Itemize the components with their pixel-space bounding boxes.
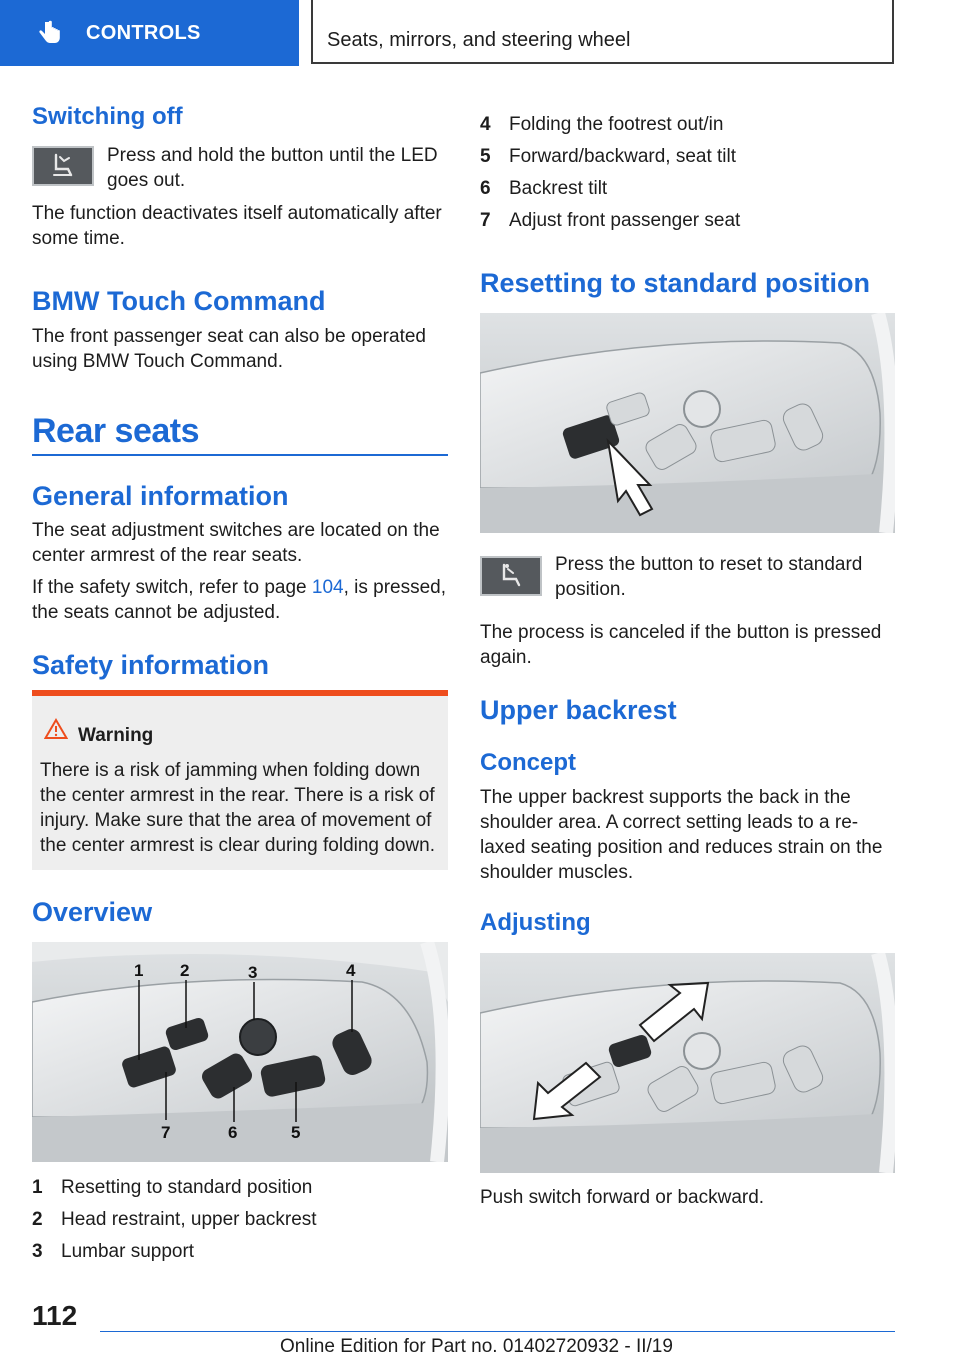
switching-off-button-text: Press and hold the button until the LED goes out. [107,145,438,191]
callout-4: 4 [346,961,356,980]
warning-triangle-icon [44,718,68,740]
switching-off-body: The function deactivates itself automatically after some time. [32,203,442,249]
callout-6: 6 [228,1123,238,1142]
adjusting-body: Push switch forward or backward. [480,1187,765,1208]
safety-note-text-end: , is pressed, the seats cannot be adjusted. [32,577,447,623]
rear-seat-controls-photo [32,942,448,1162]
list-item-number: 2 [32,1209,43,1230]
list-item-number: 3 [32,1241,43,1262]
adjusting-heading: Adjusting [480,909,591,936]
list-item-text: Adjust front passenger seat [509,210,741,231]
upper-backrest-heading: Upper backrest [480,695,677,725]
section-divider [32,454,448,456]
section-tab[interactable] [0,0,299,66]
touch-command-heading: BMW Touch Command [32,286,326,316]
rear-seats-heading: Rear seats [32,412,200,450]
reset-button-text: Press the button to reset to standard position. [555,554,863,600]
reset-body: The process is canceled if the button is pressed again. [480,622,882,668]
list-item-text: Folding the footrest out/in [509,114,724,135]
section-title: CONTROLS [86,21,201,44]
reset-seat-button-image [480,556,542,596]
seat-icon [48,153,78,179]
seat-reset-icon [496,563,526,589]
footer-divider [100,1331,895,1332]
callout-2: 2 [180,961,190,980]
list-item-number: 5 [480,146,491,167]
list-item-number: 4 [480,114,491,135]
chapter-header [311,0,894,64]
touch-command-body: The front passenger seat can also be operated using BMW Touch Command. [32,326,426,372]
chapter-title: Seats, mirrors, and steering wheel [327,29,631,51]
edition-note: Online Edition for Part no. 01402720932 - II/19 [280,1336,673,1357]
general-info-safety-note [32,575,448,625]
overview-heading: Overview [32,897,153,927]
safety-info-heading: Safety information [32,650,270,680]
general-info-heading: General information [32,481,289,511]
list-item-text: Head restraint, upper backrest [61,1209,317,1230]
page-104-link[interactable]: 104 [311,577,344,598]
safety-note-text-start: If the safety switch, refer to page [32,577,312,598]
concept-heading: Concept [480,749,576,776]
resetting-heading: Resetting to standard position [480,268,871,298]
warning-box [32,690,448,870]
warning-body: There is a risk of jamming when folding down the center armrest in the rear. There is a risk of injury. Make sure that the area of movement of the center armrest is clear during folding down. [40,760,435,856]
upper-backrest-switch-photo [480,953,895,1173]
callout-7: 7 [161,1123,171,1142]
concept-body: The upper backrest supports the back in the shoulder area. A correct setting leads to a re-laxed seating position and reduces strain on the shoulder muscles. [480,787,883,883]
list-item-number: 6 [480,178,491,199]
seat-button-image [32,146,94,186]
page-number: 112 [32,1300,78,1331]
switching-off-heading: Switching off [32,103,183,130]
hand-pointer-icon [36,19,64,47]
list-item-text: Resetting to standard position [61,1177,313,1198]
callout-3: 3 [248,963,258,982]
list-item-text: Backrest tilt [509,178,608,199]
warning-title: Warning [78,725,154,746]
general-info-body: The seat adjustment switches are located on the center armrest of the rear seats. [32,520,440,566]
list-item-number: 1 [32,1177,43,1198]
list-item-text: Lumbar support [61,1241,195,1262]
list-item-number: 7 [480,210,491,231]
reset-button-photo [480,313,895,533]
callout-5: 5 [291,1123,301,1142]
list-item-text: Forward/backward, seat tilt [509,146,737,167]
callout-1: 1 [134,961,144,980]
